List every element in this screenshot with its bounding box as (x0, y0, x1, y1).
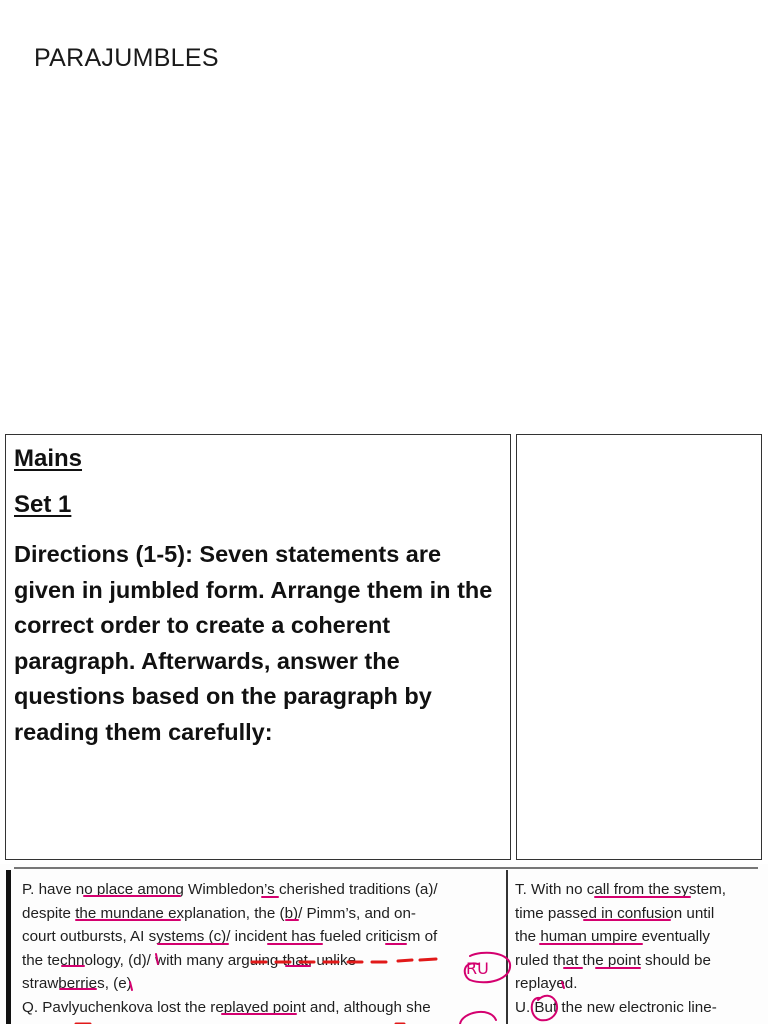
excerpt-line: T. With no call from the system, (515, 881, 726, 898)
excerpt-line: Q. Pavlyuchenkova lost the replayed point and, although she (22, 998, 431, 1016)
directions-text: Directions (1-5): Seven statements are given in jumbled form. Arrange them in the correct order to create a coherent paragraph. Afterwards, answer the questions based on the paragraph by reading them carefully: (14, 541, 493, 745)
excerpt-line: ruled that the point should be (515, 951, 711, 969)
page-title: PARAJUMBLES (34, 44, 219, 72)
excerpt-line: court outbursts, AI systems (c)/ incident has fueled criticism of (22, 928, 438, 945)
excerpt-left-column (22, 878, 500, 1019)
excerpt-column-divider (506, 870, 508, 1024)
slide-content-cell (5, 434, 511, 860)
ink-mark-ru: RU (466, 959, 489, 978)
heading-set: Set 1 (14, 491, 72, 518)
excerpt-line: strawberries, (e) (22, 975, 132, 992)
heading-mains: Mains (14, 445, 83, 472)
excerpt-left-border (6, 870, 11, 1024)
excerpt-line: U. But the new electronic line- (515, 998, 717, 1016)
excerpt-line: time passed in confusion until (515, 904, 715, 922)
question-excerpt-image (0, 864, 768, 1024)
excerpt-line: the technology, (d)/ with many arguing that, unlike (22, 951, 357, 969)
excerpt-line: the human umpire eventually (515, 928, 711, 945)
excerpt-right-column (515, 878, 760, 1019)
excerpt-line: replayed. (515, 975, 578, 992)
excerpt-line: despite the mundane explanation, the (b)/ Pimm’s, and on- (22, 904, 416, 922)
excerpt-line: P. have no place among Wimbledon’s cherished traditions (a)/ (22, 881, 438, 898)
excerpt-top-line (14, 867, 758, 869)
empty-side-cell (516, 434, 762, 860)
